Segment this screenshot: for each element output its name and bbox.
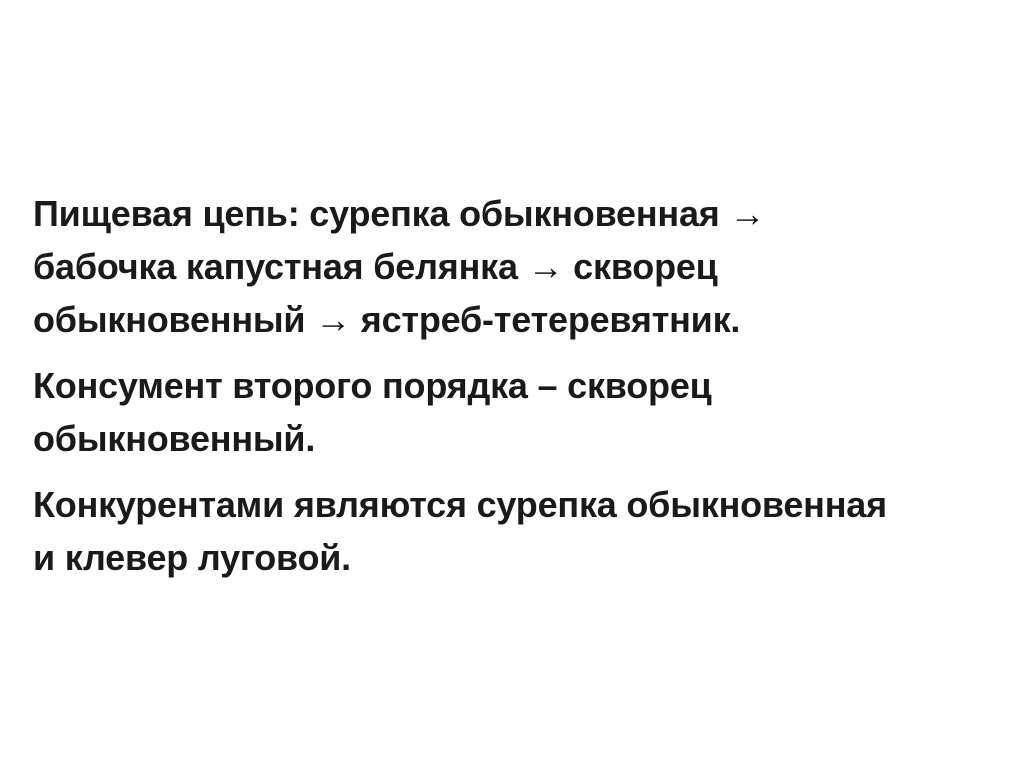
food-chain-line-1: Пищевая цепь: сурепка обыкновенная → (33, 193, 766, 234)
consumer-line-1: Консумент второго порядка – скворец (33, 365, 712, 406)
food-chain-line-3: обыкновенный → ястреб-тетеревятник. (33, 299, 741, 340)
paragraph-second-order-consumer (33, 359, 1008, 465)
competitors-line-1: Конкурентами являются сурепка обыкновенная (33, 484, 887, 525)
competitors-line-2: и клевер луговой. (33, 537, 351, 578)
slide-text-block (33, 187, 1008, 597)
food-chain-line-2: бабочка капустная белянка → скворец (33, 246, 718, 287)
paragraph-competitors (33, 478, 1008, 584)
consumer-line-2: обыкновенный. (33, 418, 316, 459)
paragraph-food-chain (33, 187, 1008, 346)
